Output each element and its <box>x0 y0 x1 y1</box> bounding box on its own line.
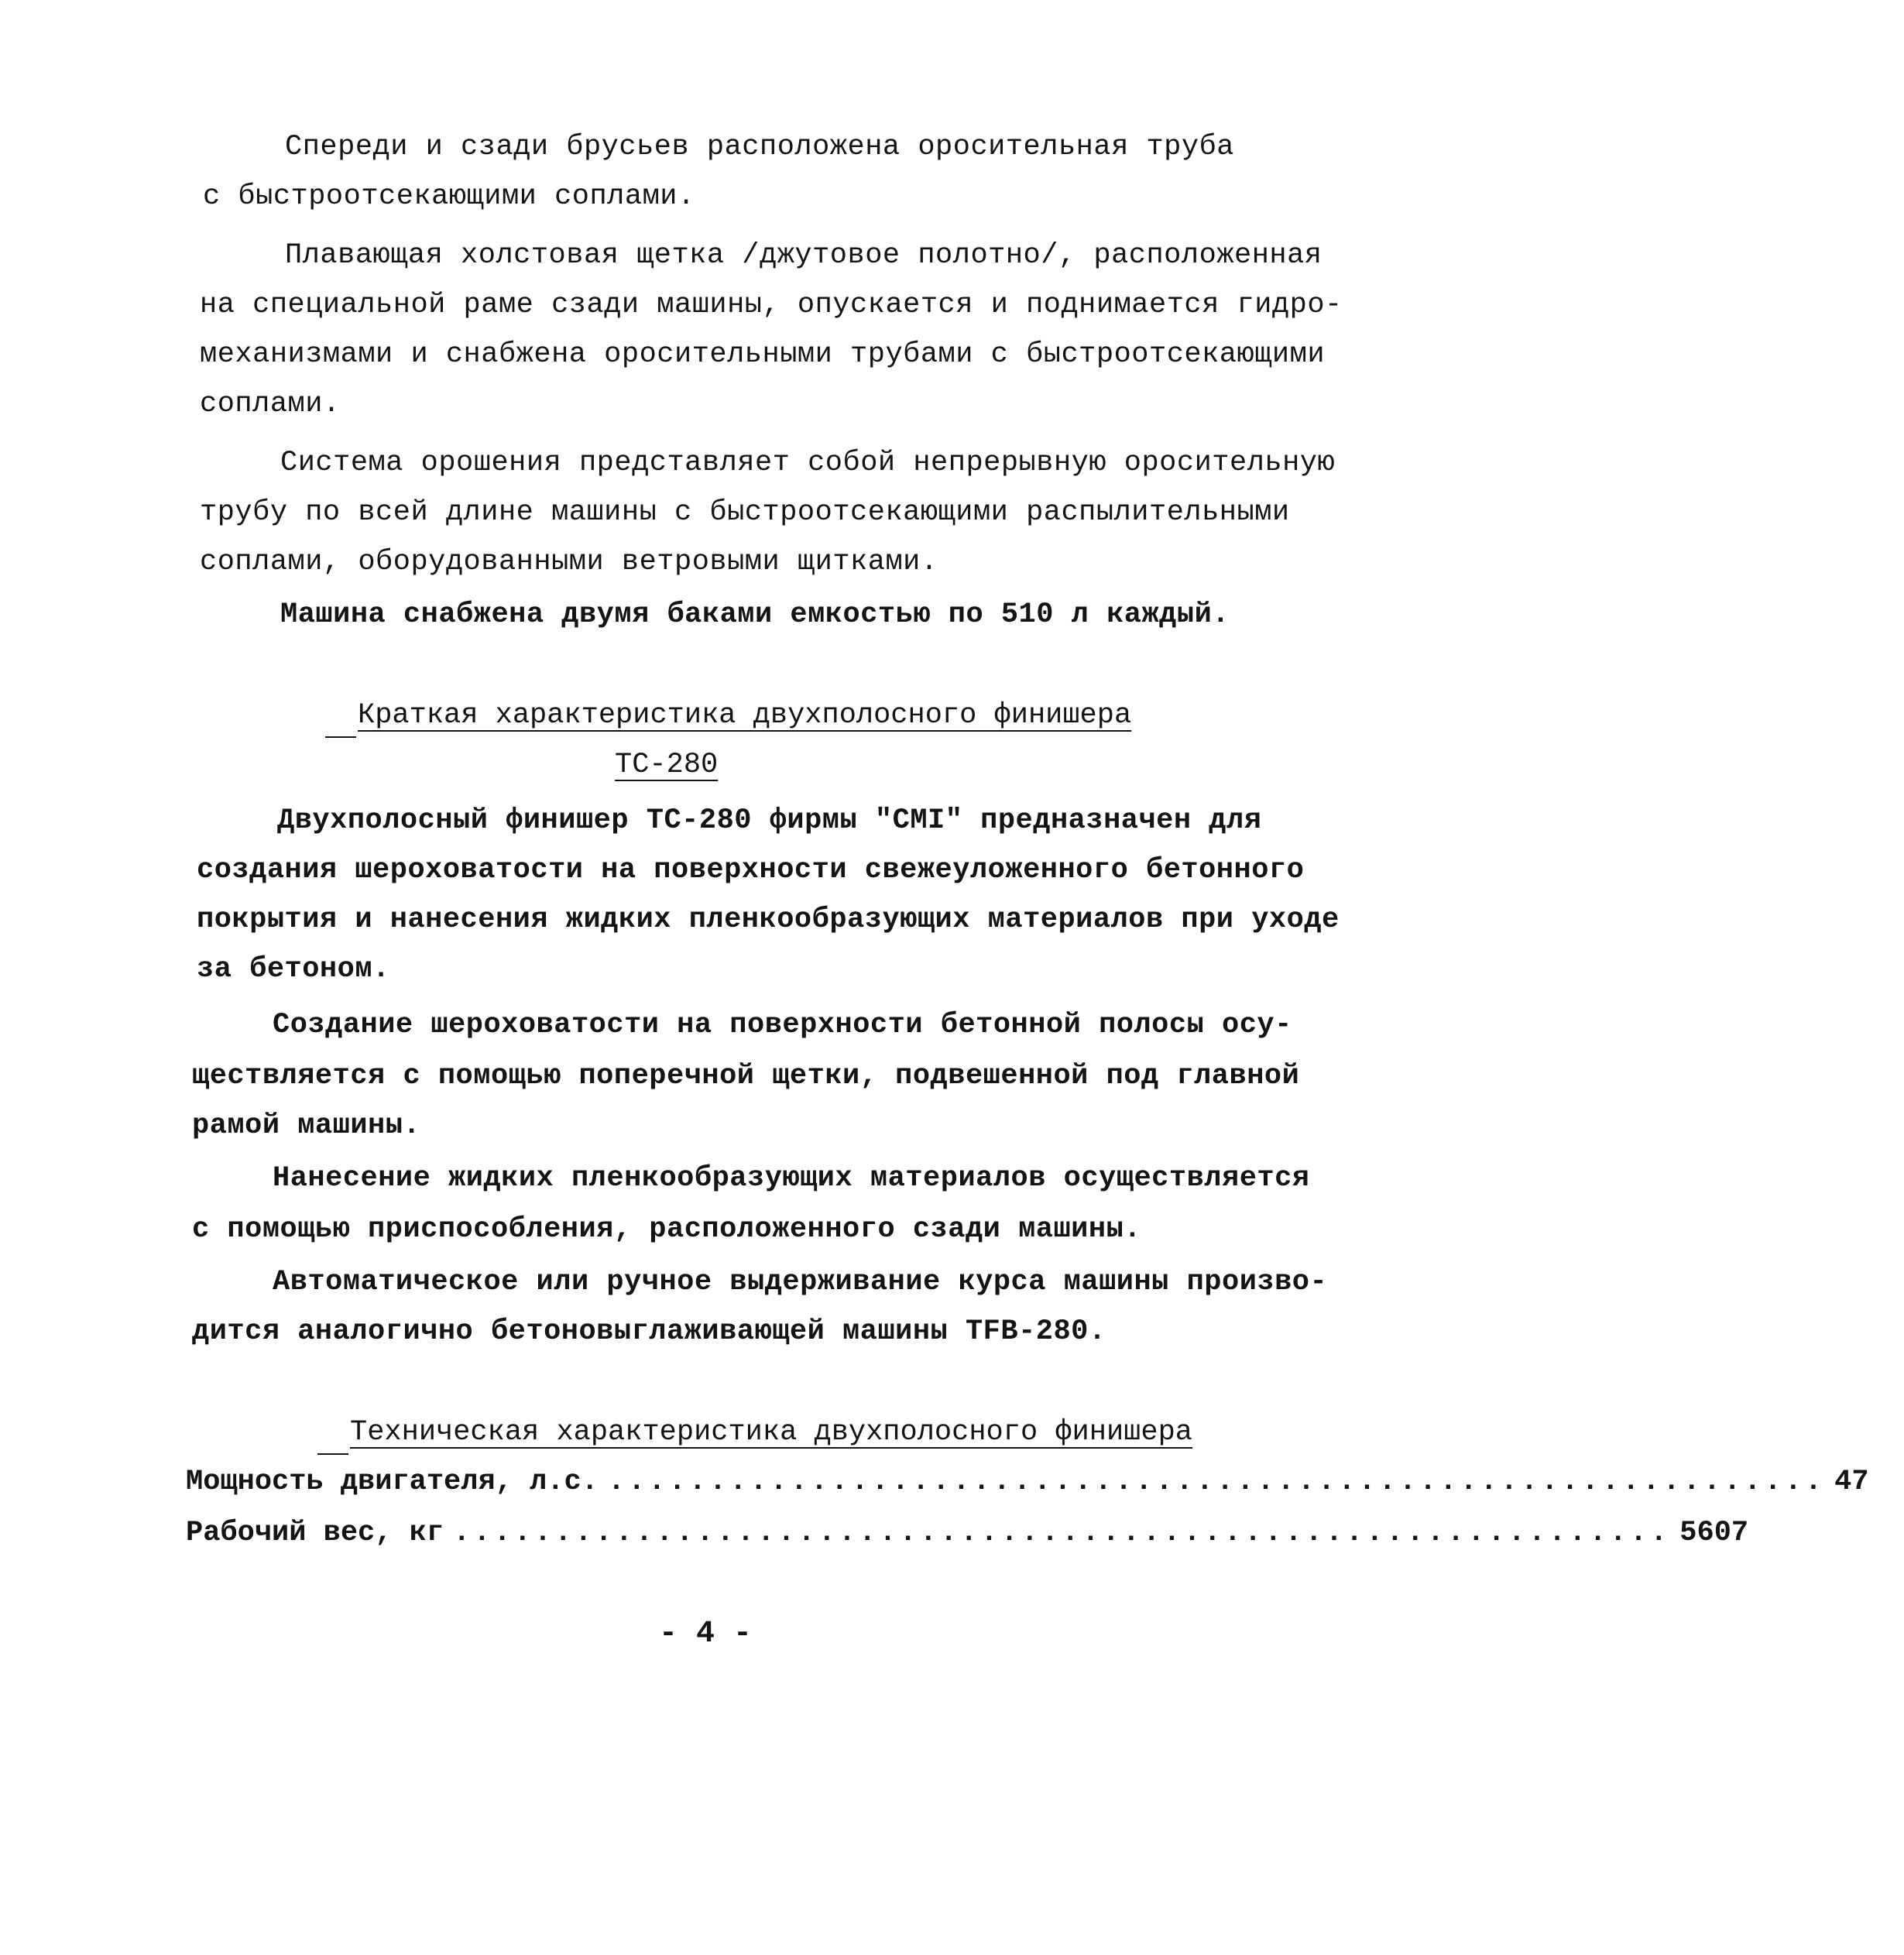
paragraph-6-line-2: ществляется с помощью поперечной щетки, подвешенной под главной <box>192 1060 1300 1092</box>
paragraph-2-line-2: на специальной раме сзади машины, опускается и поднимается гидро- <box>200 289 1343 321</box>
spec-value: 5607 <box>1679 1517 1749 1549</box>
page-number: - 4 - <box>658 1617 753 1651</box>
dot-leader: ............................................................ <box>453 1517 1671 1549</box>
paragraph-2-line-3: механизмами и снабжена оросительными трубами с быстроотсекающими <box>200 338 1326 371</box>
paragraph-2-line-4: соплами. <box>200 388 341 420</box>
paragraph-3-line-3: соплами, оборудованными ветровыми щитками. <box>200 546 938 578</box>
paragraph-6-line-1: Создание шероховатости на поверхности бетонной полосы осу- <box>273 1009 1292 1041</box>
spec-row-operating-weight <box>186 1514 1749 1552</box>
paragraph-8-line-2: дится аналогично бетоновыглаживающей машины ТFВ-280. <box>192 1315 1106 1348</box>
paragraph-5-line-4: за бетоном. <box>197 953 390 986</box>
section-heading-brief: Краткая характеристика двухполосного финишера <box>358 699 1132 732</box>
paragraph-3-line-1: Система орошения представляет собой непрерывную оросительную <box>280 447 1336 479</box>
spec-row-engine-power <box>186 1463 1869 1501</box>
paragraph-5-line-2: создания шероховатости на поверхности свежеуложенного бетонного <box>197 854 1305 887</box>
paragraph-3-line-2: трубу по всей длине машины с быстроотсекающими распылительными <box>200 496 1290 529</box>
paragraph-2-line-1: Плавающая холстовая щетка /джутовое полотно/, расположенная <box>285 239 1323 272</box>
spec-label: Мощность двигателя, л.с. <box>186 1466 599 1498</box>
paragraph-7-line-1: Нанесение жидких пленкообразующих материалов осуществляется <box>273 1162 1310 1195</box>
heading-underline-lead <box>325 736 356 738</box>
paragraph-1-line-2: с быстроотсекающими соплами. <box>203 180 695 213</box>
paragraph-5-line-3: покрытия и нанесения жидких пленкообразующих материалов при уходе <box>197 904 1340 936</box>
dot-leader: ............................................................ <box>607 1466 1826 1498</box>
section-heading-model: ТС-280 <box>615 749 719 781</box>
section-heading-technical: Техническая характеристика двухполосного финишера <box>350 1416 1192 1449</box>
paragraph-5-line-1: Двухполосный финишер ТС-280 фирмы "СМI" предназначен для <box>277 804 1262 837</box>
paragraph-6-line-3: рамой машины. <box>192 1110 421 1142</box>
paragraph-8-line-1: Автоматическое или ручное выдерживание курса машины произво- <box>273 1266 1328 1298</box>
spec-value: 47 <box>1834 1466 1869 1498</box>
heading-underline-lead-2 <box>317 1453 348 1455</box>
spec-label: Рабочий вес, кг <box>186 1517 444 1549</box>
paragraph-7-line-2: с помощью приспособления, расположенного сзади машины. <box>192 1213 1141 1246</box>
paragraph-4-line-1: Машина снабжена двумя баками емкостью по 510 л каждый. <box>280 599 1230 631</box>
paragraph-1-line-1: Спереди и сзади брусьев расположена оросительная труба <box>285 131 1234 163</box>
